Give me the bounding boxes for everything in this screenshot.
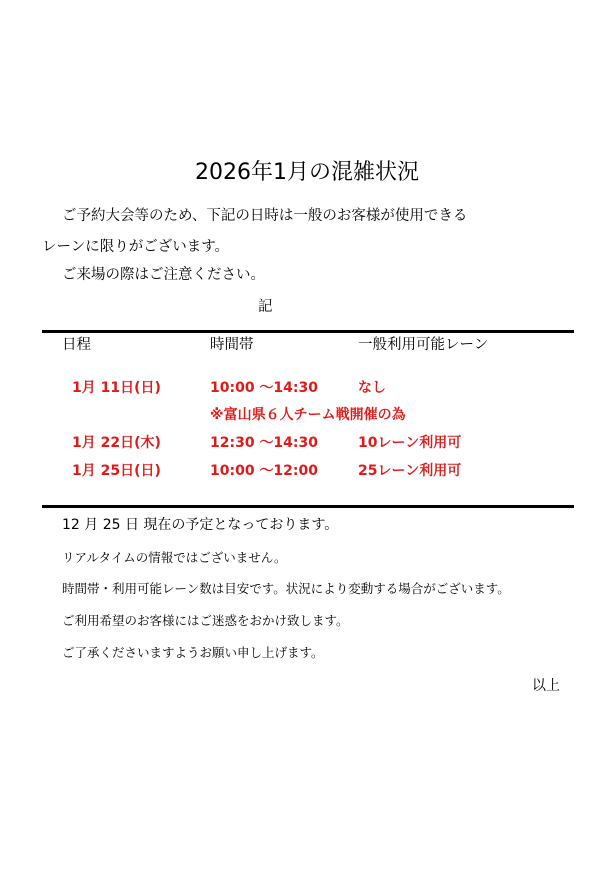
footer-line-5: ご了承くださいますようお願い申し上げます。 [62,645,324,660]
header-time: 時間帯 [210,337,254,353]
footer-line-2: リアルタイムの情報ではございません。 [62,550,287,565]
footer-line-4: ご利用希望のお客様にはご迷惑をおかけ致します。 [62,613,349,628]
row-1-note: ※富山県６人チーム戦開催の為 [210,407,406,423]
closing-text: 以上 [532,678,560,694]
footer-line-1: 12 月 25 日 現在の予定となっております。 [62,517,339,533]
row-3-time: 10:00 ～12:00 [210,463,319,479]
table-top-rule [42,330,574,333]
intro-line-2: レーンに限りがございます。 [42,239,230,255]
row-1-date: 1月 11日(日) [72,380,161,396]
header-lanes: 一般利用可能レーン [358,337,489,353]
row-1-time: 10:00 ～14:30 [210,380,319,396]
row-2-date: 1月 22日(木) [72,435,161,451]
row-2-lanes: 10レーン利用可 [358,435,462,451]
intro-line-3: ご来場の際はご注意ください。 [62,267,265,283]
table-bottom-rule [42,505,574,508]
row-2-time: 12:30 ～14:30 [210,435,319,451]
row-3-lanes: 25レーン利用可 [358,463,462,479]
row-3-date: 1月 25日(日) [72,463,161,479]
header-date: 日程 [62,337,91,353]
ki-heading: 記 [258,299,273,315]
intro-line-1: ご予約大会等のため、下記の日時は一般のお客様が使用できる [62,208,468,224]
page-title: 2026年1月の混雑状況 [195,160,419,185]
footer-line-3: 時間帯・利用可能レーン数は目安です。状況により変動する場合がございます。 [62,581,510,596]
row-1-lanes: なし [358,380,386,396]
